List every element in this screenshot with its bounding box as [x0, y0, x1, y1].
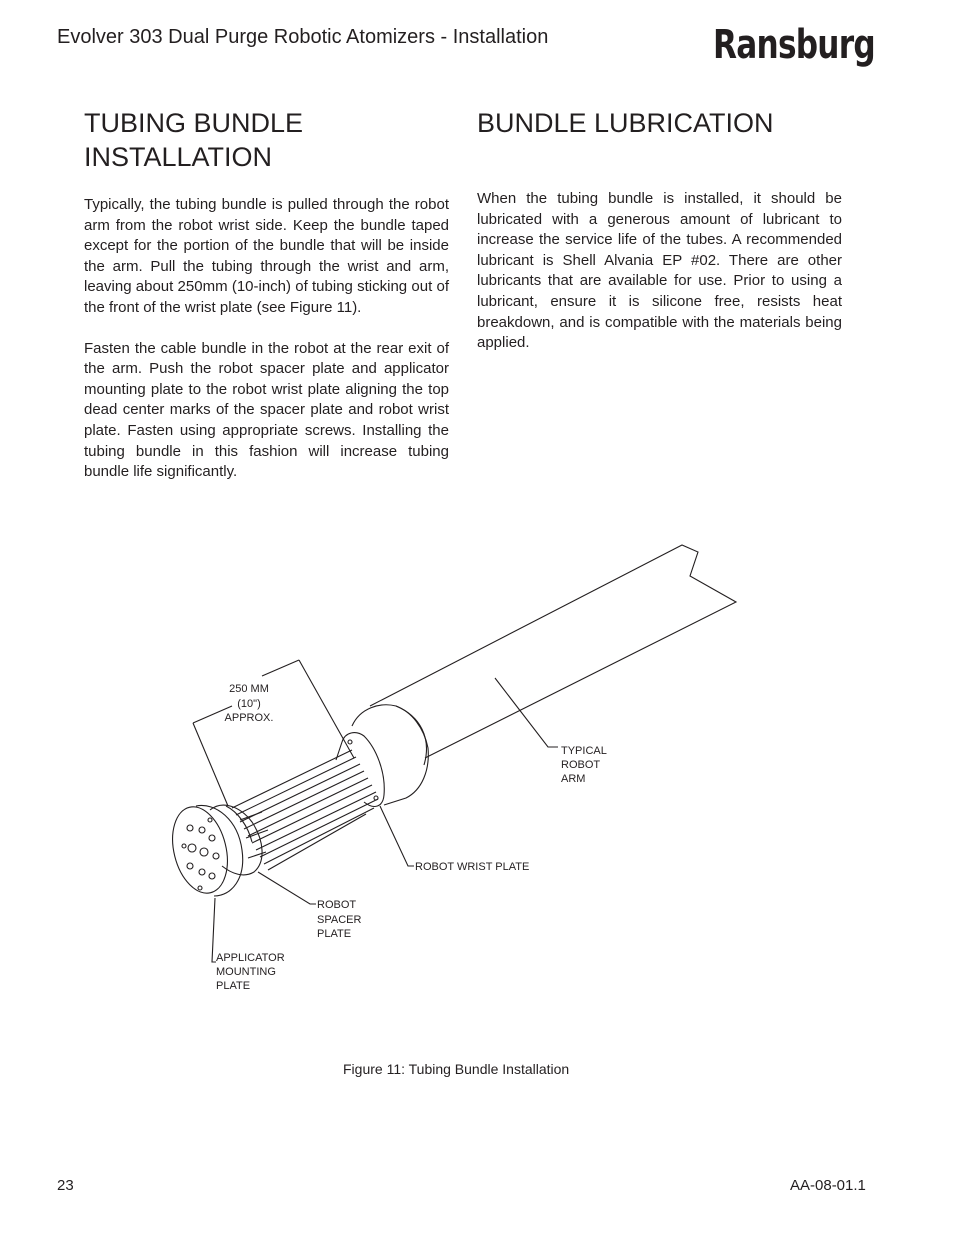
robot-arm-label-line3: ARM	[561, 773, 586, 785]
heading-line-1: TUBING BUNDLE	[84, 108, 304, 138]
figure-caption: Figure 11: Tubing Bundle Installation	[343, 1061, 570, 1077]
dimension-label-line1: 250 MM	[229, 683, 269, 695]
spacer-plate-label-line3: PLATE	[317, 928, 352, 940]
document-title: Evolver 303 Dual Purge Robotic Atomizers - Installation	[57, 26, 549, 48]
mounting-plate-label-line2: MOUNTING	[216, 966, 276, 978]
leader-wrist	[380, 806, 414, 866]
spacer-plate-label-line1: ROBOT	[317, 899, 357, 911]
document-code: AA-08-01.1	[790, 1177, 866, 1194]
wrist-plate-label: ROBOT WRIST PLATE	[415, 861, 530, 873]
leader-arm	[495, 678, 558, 747]
section-heading: BUNDLE LUBRICATION	[477, 108, 774, 138]
spacer-plate-label-line2: SPACER	[317, 914, 362, 926]
paragraph: Typically, the tubing bundle is pulled through the robot arm from the robot wrist side. Keep the bundle taped except for the portion of the bundle that will be inside the arm. Pull the tubing through the wrist and arm, leaving about 250mm (10-inch) of tubing sticking out of the front of the wrist plate (see Figure 11).	[84, 196, 449, 316]
robot-arm-label-line2: ROBOT	[561, 759, 601, 771]
mounting-plate-label-line1: APPLICATOR	[216, 952, 285, 964]
dimension-label-line2: (10")	[237, 698, 261, 710]
ransburg-logo: Ransburg	[713, 22, 875, 68]
robot-arm-label-line1: TYPICAL	[561, 745, 607, 757]
leader-spacer	[258, 872, 316, 904]
dimension-label-line3: APPROX.	[224, 712, 274, 724]
page-number: 23	[57, 1177, 74, 1194]
paragraph: When the tubing bundle is installed, it should be lubricated with a generous amount of lubricant to increase the service life of the tubes. A recommended lubricant is Shell Alvania EP #02. There are other lubricants that are available for use. Prior to using a lubricant, ensure it is silicone free, resists heat breakdown, and is compatible with the materials being applied.	[477, 190, 842, 352]
paragraph: Fasten the cable bundle in the robot at the rear exit of the arm. Push the robot spacer plate and applicator mounting plate to the robot wrist plate aligning the top dead center marks of the spacer plate and robot wrist plate. Fasten using appropriate screws. Installing the tubing bundle in this fashion will increase tubing bundle life significantly.	[84, 339, 449, 481]
mounting-plate-label-line3: PLATE	[216, 980, 251, 992]
robot-arm-outline	[370, 545, 736, 758]
tubing-bundle	[232, 750, 378, 870]
heading-line-2: INSTALLATION	[84, 142, 273, 172]
dimension-line	[193, 723, 228, 806]
